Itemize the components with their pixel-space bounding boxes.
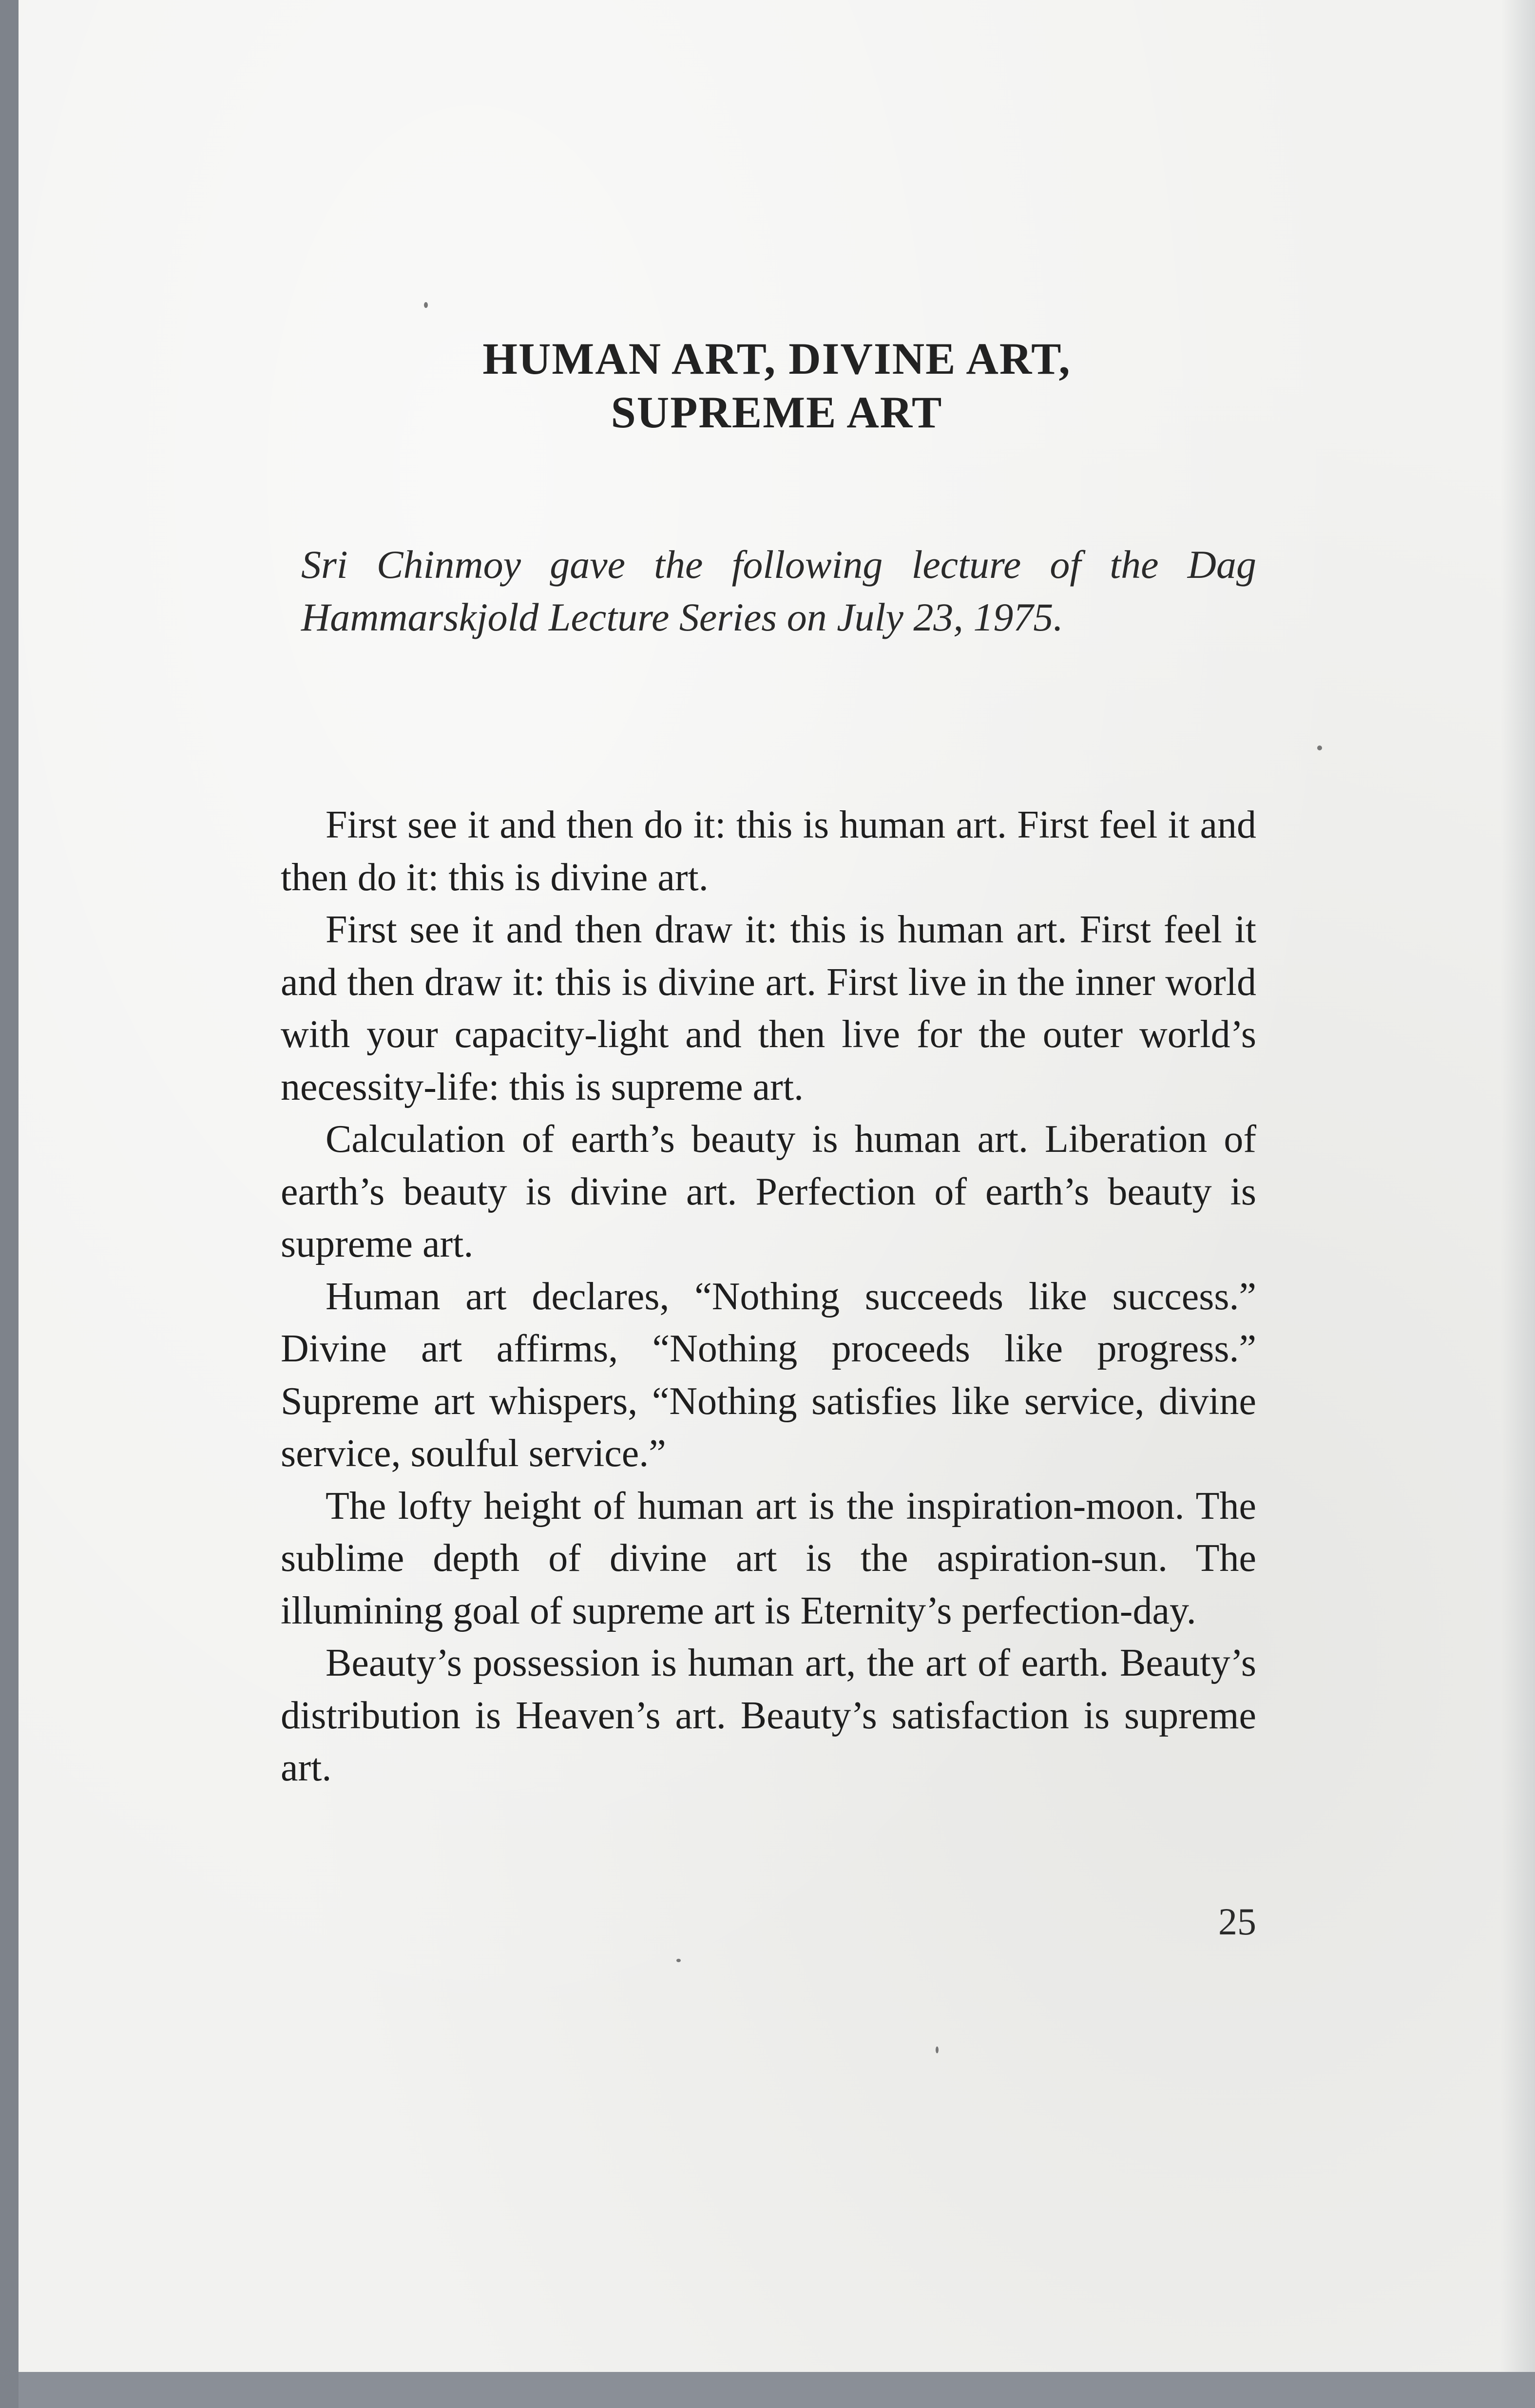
dust-speck: [676, 1959, 681, 1962]
title-line-1: HUMAN ART, DIVINE ART,: [482, 334, 1071, 383]
scan-edge-left: [0, 0, 19, 2408]
dust-speck: [1317, 745, 1322, 750]
body-text: [281, 799, 1256, 1795]
paragraph-6: Beauty’s possession is human art, the art of earth. Beauty’s distribution is Heaven’s art. Beauty’s satisfaction is supreme art.: [281, 1642, 1256, 1789]
paragraph-5: The lofty height of human art is the inspiration-moon. The sublime depth of divine art is the aspiration-sun. The illumining goal of supreme art is Eternity’s perfection-day.: [281, 1484, 1256, 1632]
title-line-2: SUPREME ART: [611, 387, 943, 437]
paper-sheet: [19, 0, 1535, 2372]
intro-note: Sri Chinmoy gave the following lecture of the Dag Hammarskjold Lecture Series on July 23, 1975.: [301, 542, 1256, 639]
paragraph-1: First see it and then do it: this is human art. First feel it and then do it: this is divine art.: [281, 803, 1256, 899]
page-number: 25: [1218, 1900, 1256, 1943]
paragraph-3: Calculation of earth’s beauty is human art. Liberation of earth’s beauty is divine art. Perfection of earth’s beauty is supreme art.: [281, 1118, 1256, 1265]
paragraph-4: Human art declares, “Nothing succeeds like success.” Divine art affirms, “Nothing proceeds like progress.” Supreme art whispers, “Nothing satisfies like service, divine service, soulful service.”: [281, 1275, 1256, 1475]
dust-speck: [936, 2046, 939, 2053]
dust-speck: [424, 302, 428, 308]
paragraph-2: First see it and then draw it: this is human art. First feel it and then draw it: this is divine art. First live in the inner world with your capacity-light and then live for the outer world’s necessity-life: this is supreme art.: [281, 908, 1256, 1108]
